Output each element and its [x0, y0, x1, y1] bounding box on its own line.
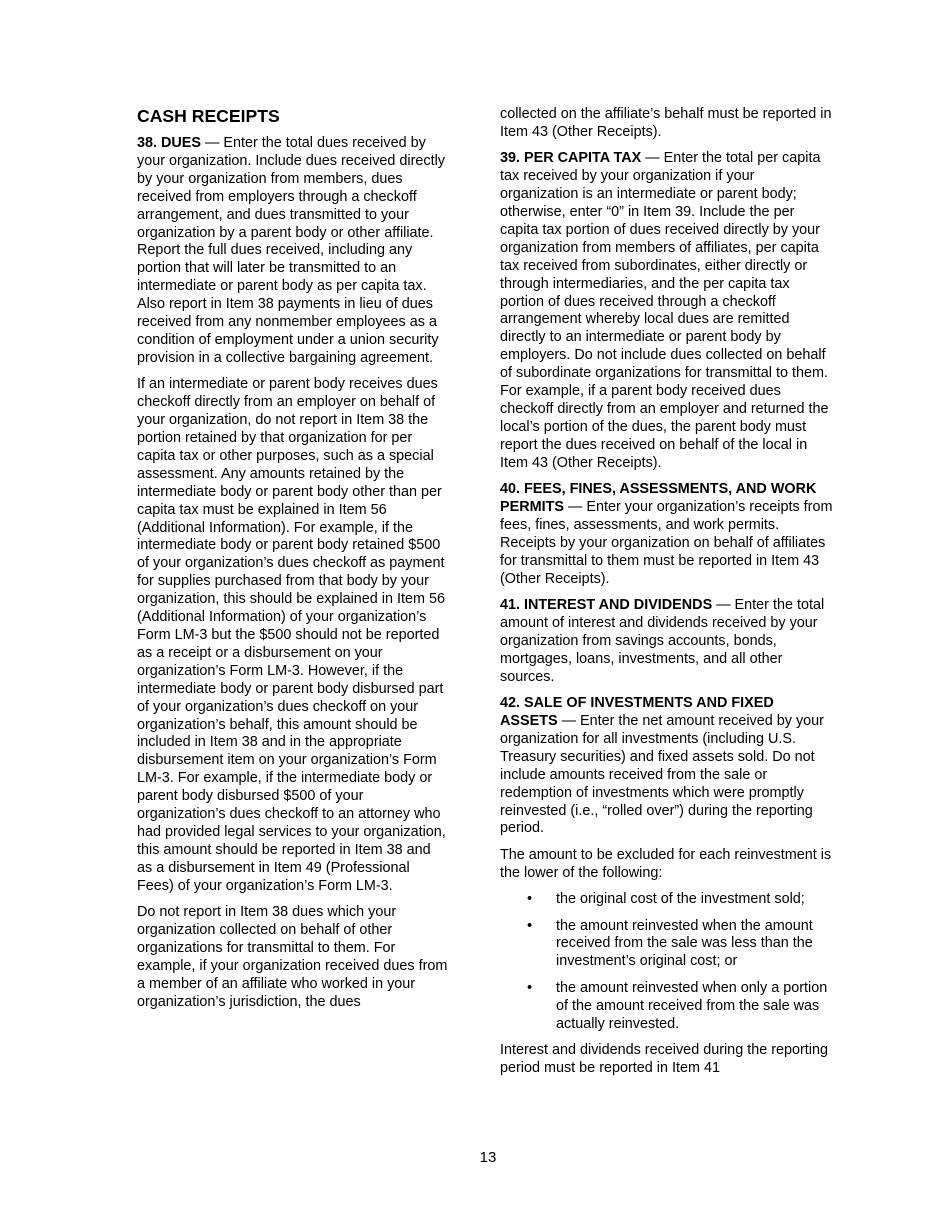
paragraph-item-39 — [500, 150, 834, 472]
item-41-term: 41. INTEREST AND DIVIDENDS — [500, 597, 713, 614]
item-38-term: 38. DUES — [137, 135, 201, 151]
list-item-text: the original cost of the investment sold; — [556, 891, 805, 908]
paragraph-reinvestment-intro: The amount to be excluded for each reinvestment is the lower of the following: — [500, 846, 832, 881]
list-item-text: the amount reinvested when only a portion of the amount received from the sale was actually reinvested. — [556, 979, 828, 1032]
item-38-text: — Enter the total dues received by your organization. Include dues received directly by your organization from members, dues received from employers through a checkoff arrangement, and dues transmitted to your organization by a parent body or other affiliate. Report the full dues received, including any portion that will later be transmitted to an intermediate or parent body as per capita tax. Also report in Item 38 payments in lieu of dues received from any nonmember employees as a condition of employment under a union security provision in a collective bargaining agreement. — [137, 135, 445, 366]
section-title: CASH RECEIPTS — [137, 106, 280, 126]
bullet-marker: • — [527, 891, 533, 908]
item-39-text: — Enter the total per capita tax received by your organization if your organization is an intermediate or parent body; otherwise, enter “0” in Item 39. Include the per capita tax portion of dues received directly by your organization from members of affiliates, per capita tax received from subordinates, either directly or through intermediaries, and the per capita tax portion of dues received through a checkoff arrangement whereby local dues are remitted directly to an intermediate or parent body by employers. Do not include dues collected on behalf of subordinate organizations for transmittal to them. For example, if a parent body received dues checkoff directly from an employer and returned the local’s portion of the dues, the parent body must report the dues received on behalf of the local in Item 43 (Other Receipts). — [500, 150, 829, 471]
paragraph-item-42 — [500, 695, 834, 838]
right-column — [500, 106, 834, 1086]
paragraph-continued: collected on the affiliate’s behalf must be reported in Item 43 (Other Receipts). — [500, 106, 832, 140]
item-40-term: 40. FEES, FINES, ASSESSMENTS, AND WORK PERMITS — [500, 481, 817, 516]
paragraph-interest-dividends: Interest and dividends received during the reporting period must be reported in Item 41 — [500, 1042, 828, 1076]
list-item — [500, 918, 834, 972]
bullet-marker: • — [527, 917, 533, 934]
list-item-text: the amount reinvested when the amount received from the sale was less than the investment’s original cost; or — [556, 917, 813, 970]
page-number: 13 — [479, 1149, 497, 1166]
item-40-text: — Enter your organization’s receipts from fees, fines, assessments, and work permits. Receipts by your organization on behalf of affiliates for transmittal to them must be reported in Item 43 (Other Receipts). — [500, 499, 833, 587]
paragraph-dues-on-behalf: Do not report in Item 38 dues which your organization collected on behalf of other organizations for transmittal to them. For example, if your organization received dues from a member of an affiliate who worked in your organization’s jurisdiction, the dues — [137, 904, 448, 1010]
bullet-marker: • — [527, 979, 533, 996]
item-42-text: — Enter the net amount received by your organization for all investments (including U.S. Treasury securities) and fixed assets sold. Do not include amounts received from the sale or redemption of investments which were promptly reinvested (i.e., “rolled over”) during the reporting period. — [500, 713, 824, 837]
paragraph-item-38 — [137, 135, 448, 368]
paragraph-item-41 — [500, 597, 834, 687]
item-39-term: 39. PER CAPITA TAX — [500, 150, 642, 167]
reinvestment-list — [500, 891, 834, 1033]
item-41-text: — Enter the total amount of interest and dividends received by your organization from savings accounts, bonds, mortgages, loans, investments, and all other sources. — [500, 597, 825, 685]
list-item — [500, 891, 834, 909]
list-item — [500, 980, 834, 1034]
item-42-term: 42. SALE OF INVESTMENTS AND FIXED ASSETS — [500, 695, 774, 729]
paragraph-dues-checkoff: If an intermediate or parent body receives dues checkoff directly from an employer on behalf of your organization, do not report in Item 38 the portion retained by that organization for per capita tax or other purposes, such as a special assessment. Any amounts retained by the intermediate body or parent body other than per capita tax must be explained in Item 56 (Additional Information). For example, if the intermediate body or parent body retained $500 of your organization’s dues checkoff as payment for supplies purchased from that body by your organization, this should be explained in Item 56 (Additional Information) of your organization’s Form LM-3 but the $500 should not be reported as a receipt or a disbursement on your organization’s Form LM-3. However, if the intermediate body or parent body disbursed part of your organization’s dues checkoff on your organization’s behalf, this amount should be included in Item 38 and in the appropriate disbursement item on your organization’s Form LM-3. For example, if the intermediate body or parent body disbursed $500 of your organization’s dues checkoff to an attorney who had provided legal services to your organization, this amount should be reported in Item 38 and as a disbursement in Item 49 (Professional Fees) of your organization’s Form LM-3. — [137, 376, 446, 894]
paragraph-item-40 — [500, 481, 834, 588]
left-column — [137, 105, 448, 1020]
